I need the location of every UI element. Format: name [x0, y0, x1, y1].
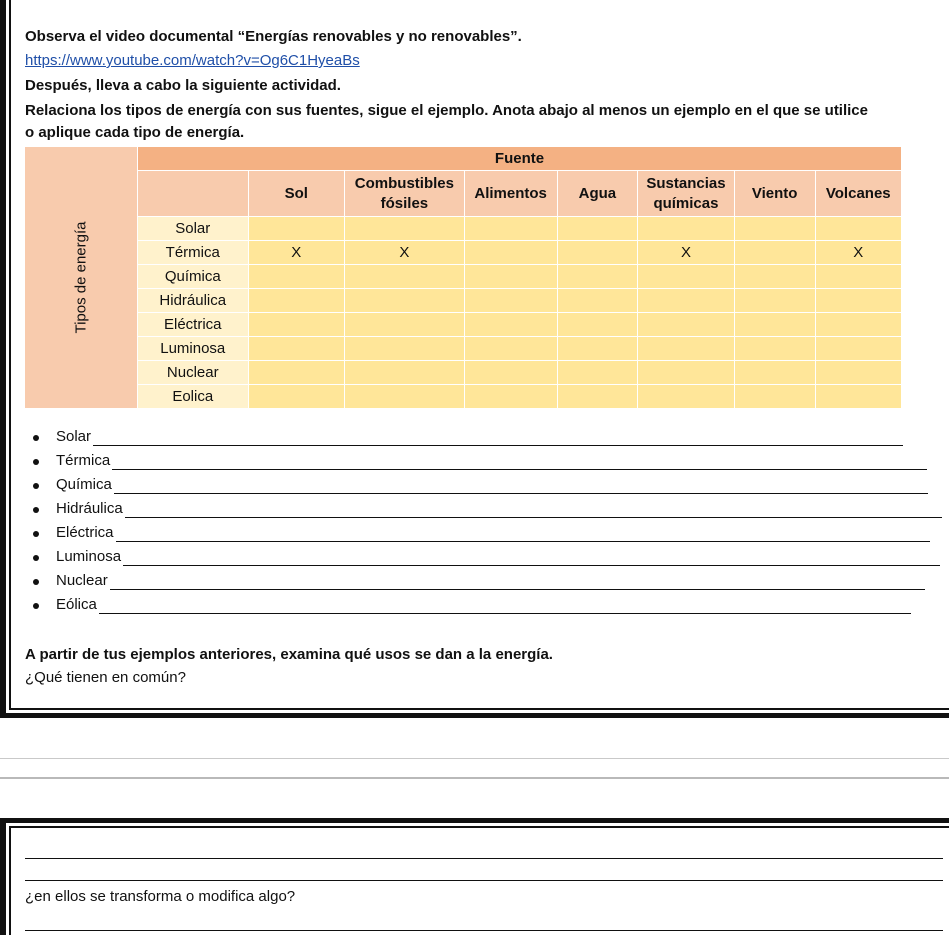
bullet-dot-icon [33, 435, 39, 441]
side-header-cell [25, 147, 138, 409]
table-row [25, 385, 902, 409]
table-row [25, 289, 902, 313]
answer-line[interactable] [25, 930, 943, 931]
table-cell[interactable] [638, 289, 735, 313]
table-cell[interactable]: X [815, 241, 901, 265]
table-row [25, 361, 902, 385]
table-cell[interactable] [345, 313, 465, 337]
column-header: Sustancias químicas [638, 171, 735, 217]
bullet-label: Hidráulica [56, 500, 123, 517]
table-cell[interactable] [345, 265, 465, 289]
page-2-inner-border-top [9, 826, 949, 828]
table-cell[interactable] [464, 217, 557, 241]
bullet-dot-icon [33, 531, 39, 537]
table-cell[interactable] [815, 385, 901, 409]
answer-line[interactable] [112, 469, 927, 470]
bullet-dot-icon [33, 483, 39, 489]
bullet-label: Nuclear [56, 572, 108, 589]
row-label: Eléctrica [138, 313, 248, 337]
column-header: Agua [557, 171, 638, 217]
column-header: Viento [734, 171, 815, 217]
video-link[interactable]: https://www.youtube.com/watch?v=Og6C1HyeaBs [25, 52, 360, 69]
table-cell[interactable] [464, 313, 557, 337]
page-2-inner-border-left [9, 826, 11, 935]
column-header: Alimentos [464, 171, 557, 217]
bullet-label: Eólica [56, 596, 97, 613]
answer-line[interactable] [125, 517, 942, 518]
table-cell[interactable] [248, 337, 345, 361]
table-cell[interactable] [464, 361, 557, 385]
bullet-label: Solar [56, 428, 92, 445]
table-row [25, 241, 902, 265]
row-label: Luminosa [138, 337, 248, 361]
table-row [25, 265, 902, 289]
table-cell[interactable] [815, 289, 901, 313]
bullet-dot-icon [33, 459, 39, 465]
table-cell[interactable]: X [638, 241, 735, 265]
row-label: Térmica [138, 241, 248, 265]
row-label: Eolica [138, 385, 248, 409]
answer-line[interactable] [123, 565, 940, 566]
answer-line[interactable] [25, 858, 943, 859]
table-cell[interactable] [248, 361, 345, 385]
table-cell[interactable] [345, 385, 465, 409]
table-cell[interactable] [638, 337, 735, 361]
table-cell[interactable] [815, 361, 901, 385]
table-cell[interactable] [248, 217, 345, 241]
table-cell[interactable] [734, 217, 815, 241]
activity-instruction: Después, lleva a cabo la siguiente actividad. [25, 77, 341, 94]
table-cell[interactable] [557, 361, 638, 385]
table-cell[interactable] [734, 313, 815, 337]
table-cell[interactable] [638, 385, 735, 409]
table-cell[interactable] [638, 217, 735, 241]
table-cell[interactable] [557, 289, 638, 313]
table-cell[interactable] [734, 265, 815, 289]
table-cell[interactable]: X [248, 241, 345, 265]
table-cell[interactable] [638, 265, 735, 289]
table-cell[interactable] [464, 337, 557, 361]
table-cell[interactable] [345, 361, 465, 385]
page-2-frame [0, 818, 949, 935]
table-cell[interactable]: X [345, 241, 465, 265]
answer-line[interactable] [114, 493, 928, 494]
table-row [25, 337, 902, 361]
bullet-label: Luminosa [56, 548, 122, 565]
page-gap-line [0, 758, 949, 759]
table-cell[interactable] [248, 289, 345, 313]
row-label: Química [138, 265, 248, 289]
table-cell[interactable] [734, 385, 815, 409]
table-cell[interactable] [557, 313, 638, 337]
bullet-dot-icon [33, 579, 39, 585]
table-cell[interactable] [638, 313, 735, 337]
row-label: Solar [138, 217, 248, 241]
table-cell[interactable] [464, 265, 557, 289]
table-cell[interactable] [464, 289, 557, 313]
answer-line[interactable] [110, 589, 925, 590]
table-cell[interactable] [464, 385, 557, 409]
table-cell[interactable] [557, 241, 638, 265]
answer-line[interactable] [116, 541, 930, 542]
bullet-label: Química [56, 476, 112, 493]
table-cell[interactable] [464, 241, 557, 265]
table-cell[interactable] [734, 241, 815, 265]
question-transform: ¿en ellos se transforma o modifica algo? [25, 888, 296, 905]
table-cell[interactable] [557, 265, 638, 289]
answer-line[interactable] [93, 445, 903, 446]
table-cell[interactable] [248, 313, 345, 337]
energy-source-table [24, 146, 902, 409]
table-cell[interactable] [557, 217, 638, 241]
page-1-inner-border-left [9, 0, 11, 708]
table-row [25, 217, 902, 241]
bullet-dot-icon [33, 555, 39, 561]
table-cell[interactable] [557, 385, 638, 409]
corner-cell [138, 171, 248, 217]
table-cell[interactable] [734, 361, 815, 385]
table-cell[interactable] [815, 217, 901, 241]
task-instruction-line2: o aplique cada tipo de energía. [25, 124, 245, 141]
table-cell[interactable] [734, 337, 815, 361]
column-header: Sol [248, 171, 345, 217]
table-cell[interactable] [815, 265, 901, 289]
table-cell[interactable] [248, 265, 345, 289]
question-common: ¿Qué tienen en común? [25, 669, 186, 686]
table-cell[interactable] [345, 289, 465, 313]
column-header: Volcanes [815, 171, 901, 217]
row-label: Nuclear [138, 361, 248, 385]
table-cell[interactable] [734, 289, 815, 313]
bullet-dot-icon [33, 507, 39, 513]
task-instruction-line1: Relaciona los tipos de energía con sus fuentes, sigue el ejemplo. Anota abajo al menos un ejemplo en el que se utilice [25, 102, 868, 119]
table-cell[interactable] [638, 361, 735, 385]
top-header: Fuente [138, 147, 902, 171]
bullet-label: Térmica [56, 452, 111, 469]
table-row [25, 313, 902, 337]
table-cell[interactable] [345, 337, 465, 361]
table-cell[interactable] [557, 337, 638, 361]
closing-heading: A partir de tus ejemplos anteriores, examina qué usos se dan a la energía. [25, 646, 553, 663]
bullet-dot-icon [33, 603, 39, 609]
bullet-label: Eléctrica [56, 524, 114, 541]
page-1-inner-border-bottom [9, 708, 949, 710]
column-header: Combustibles fósiles [345, 171, 465, 217]
page-gap-line [0, 777, 949, 779]
side-header: Tipos de energía [72, 221, 90, 334]
answer-line[interactable] [25, 880, 943, 881]
answer-line[interactable] [99, 613, 911, 614]
table-cell[interactable] [815, 337, 901, 361]
row-label: Hidráulica [138, 289, 248, 313]
table-cell[interactable] [345, 217, 465, 241]
intro-instruction: Observa el video documental “Energías renovables y no renovables”. [25, 28, 522, 45]
table-cell[interactable] [815, 313, 901, 337]
table-cell[interactable] [248, 385, 345, 409]
